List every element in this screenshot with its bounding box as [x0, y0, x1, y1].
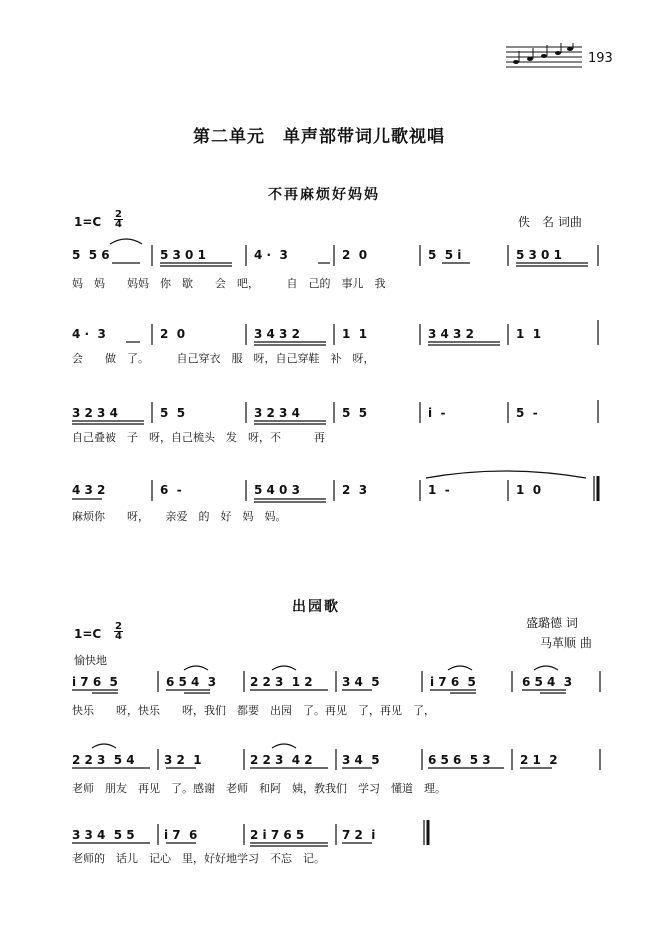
measure: 2 1 2	[520, 753, 558, 767]
measure: 1 0	[516, 483, 542, 497]
key-signature: 1=C	[74, 215, 102, 229]
measure: 2 2 3 5 4	[72, 753, 135, 767]
lyrics-line: 会 做 了。 自己穿衣 服 呀，自己穿鞋 补 呀，	[72, 352, 375, 365]
meter-top: 2	[115, 621, 122, 632]
measure: i -	[428, 406, 446, 420]
composer-credit: 马革顺 曲	[540, 636, 592, 650]
measure: 5 3 0 1	[160, 248, 206, 262]
measure: 4 · 3	[72, 327, 106, 341]
measure: 1 1	[516, 327, 542, 341]
measure: 3 4 3 2	[428, 327, 474, 341]
measure: 3 4 3 2	[254, 327, 300, 341]
page-number: 193	[588, 51, 613, 66]
measure: 6 5 4 3	[166, 675, 217, 689]
measure: 5 5 i	[428, 248, 462, 262]
lyrics-line: 麻烦你 呀， 亲爱 的 好 妈 妈。	[72, 510, 287, 523]
lyrics-line: 老师 朋友 再见 了。感谢 老师 和阿 姨，教我们 学习 懂道 理。	[72, 782, 446, 795]
meter-bottom: 4	[115, 219, 122, 230]
measure: 1 1	[342, 327, 368, 341]
measure: 3 4 5	[342, 675, 380, 689]
key-signature: 1=C	[74, 627, 102, 641]
measure: 6 5 4 3	[522, 675, 573, 689]
measure: 5 5	[342, 406, 368, 420]
measure: 5 4 0 3	[254, 483, 300, 497]
measure: i 7 6 5	[430, 675, 476, 689]
measure: 6 5 6 5 3	[428, 753, 491, 767]
measure: 3 2 1	[164, 753, 202, 767]
measure: 1 -	[428, 483, 450, 497]
measure: 2 3	[342, 483, 368, 497]
measure: 3 4 5	[342, 753, 380, 767]
measure: 2 2 3 1 2	[250, 675, 313, 689]
measure: 7 2 i	[342, 828, 376, 842]
measure: 4 3 2	[72, 483, 106, 497]
measure: i 7 6 5	[72, 675, 118, 689]
measure: 5 3 0 1	[516, 248, 562, 262]
measure: i 7 6	[164, 828, 198, 842]
unit-title: 第二单元 单声部带词儿歌视唱	[193, 127, 445, 147]
song-title: 出园歌	[292, 599, 340, 615]
measure: 2 2 3 4 2	[250, 753, 313, 767]
measure: 3 2 3 4	[72, 406, 118, 420]
song-title: 不再麻烦好妈妈	[268, 187, 380, 203]
measure: 3 3 4 5 5	[72, 828, 135, 842]
measure: 2 0	[160, 327, 186, 341]
measure: 5 -	[516, 406, 538, 420]
meter-top: 2	[115, 209, 122, 220]
measure: 6 -	[160, 483, 182, 497]
lyrics-line: 老师的 话儿 记心 里，好好地学习 不忘 记。	[72, 852, 325, 865]
measure: 5 5	[160, 406, 186, 420]
meter-bottom: 4	[115, 631, 122, 642]
lyrics-line: 快乐 呀，快乐 呀，我们 都要 出园 了。再见 了，再见 了，	[72, 704, 435, 717]
lyrics-line: 妈 妈 妈妈 你 歇 会 吧， 自 己的 事儿 我	[72, 277, 386, 290]
measure: 3 2 3 4	[254, 406, 300, 420]
measure: 4 · 3	[254, 248, 288, 262]
tempo-marking: 愉快地	[74, 654, 107, 667]
lyricist-credit: 盛璐德 词	[526, 616, 578, 630]
measure: 2 0	[342, 248, 368, 262]
lyrics-line: 自己叠被 子 呀，自己梳头 发 呀，不 再	[72, 431, 325, 444]
measure: 5 5 6	[72, 248, 110, 262]
measure: 2 i 7 6 5	[250, 828, 305, 842]
song-credit: 佚 名 词曲	[518, 215, 582, 229]
